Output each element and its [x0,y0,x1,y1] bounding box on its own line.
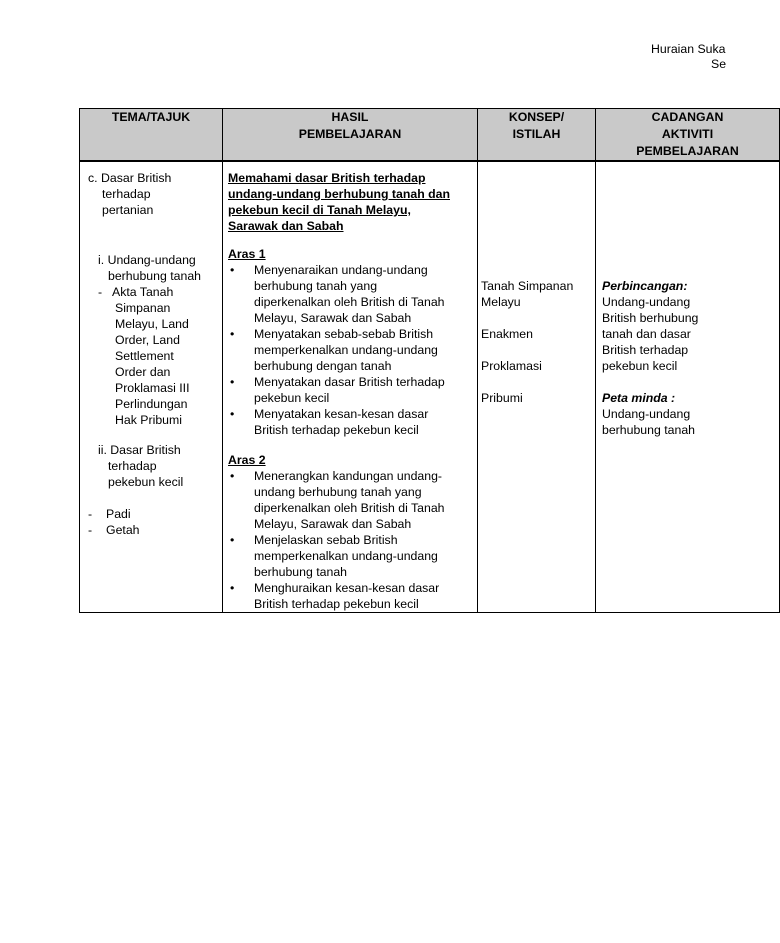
list-item: • Menyatakan dasar British terhadap pekebun kecil [230,375,445,405]
header-tema: TEMA/TAJUK [80,109,223,162]
list-item: • Menghuraikan kesan-kesan dasar British terhadap pekebun kecil [230,581,440,611]
page-header [651,42,771,72]
aras-1-heading: Aras 1 [228,247,266,261]
list-item: • Menerangkan kandungan undang- undang berhubung tanah yang diperkenalkan oleh British di Tanah Melayu, Sarawak dan Sabah [230,469,445,531]
cadangan-cell: Perbincangan: Undang-undang British berhubung tanah dan dasar British terhadap pekebun kecil Peta minda : Undang-undang berhubung tanah [596,161,780,613]
konsep-cell: Tanah Simpanan Melayu Enakmen Proklamasi Pribumi [478,161,596,613]
header-hasil: HASIL PEMBELAJARAN [223,109,478,162]
table-row [80,161,780,613]
list-item: • Menyenaraikan undang-undang berhubung tanah yang diperkenalkan oleh British di Tanah Melayu, Sarawak dan Sabah [230,263,445,325]
syllabus-table [79,108,780,613]
list-item: • Menyatakan sebab-sebab British memperkenalkan undang-undang berhubung dengan tanah [230,327,438,373]
list-item: • Menjelaskan sebab British memperkenalkan undang-undang berhubung tanah [230,533,438,579]
header-cadangan: CADANGAN AKTIVITI PEMBELAJARAN [596,109,780,162]
tema-cell: c. Dasar British terhadap pertanian i. Undang-undang berhubung tanah - Akta Tanah Simpanan Melayu, Land Order, Land Settlement Order dan Proklamasi III Perlindungan Hak Pribumi ii. Dasar British terhadap pekebun kecil - Padi - Getah [80,161,223,613]
header-line-1: Huraian Suka [651,42,726,56]
aras-2-heading: Aras 2 [228,453,266,467]
table-header-row [80,109,780,162]
list-item: • Menyatakan kesan-kesan dasar British terhadap pekebun kecil [230,407,429,437]
header-line-2: Se [711,57,727,71]
hasil-cell: Memahami dasar British terhadap undang-undang berhubung tanah dan pekebun kecil di Tanah Melayu, Sarawak dan Sabah Aras 1 • Menyenaraikan undang-undang berhubung tanah yang diperkenalkan oleh British di Tanah Melayu, Sarawak dan Sabah • Menyatakan sebab-sebab British memperkenalkan undang-undang berhubung dengan tanah • Menyatakan dasar British terhadap pekebun kecil • Menyatakan kesan-kesan dasar British terhadap pekebun kecil Aras 2 • Menerangkan kandungan undang- undang berhubung tanah yang diperkenalkan oleh British di Tanah Melayu, Sarawak dan Sabah • Menjelaskan sebab British memperkenalkan undang-undang berhubung tanah • Menghuraikan kesan-kesan dasar British terhadap pekebun kecil [223,161,478,613]
header-konsep: KONSEP/ ISTILAH [478,109,596,162]
